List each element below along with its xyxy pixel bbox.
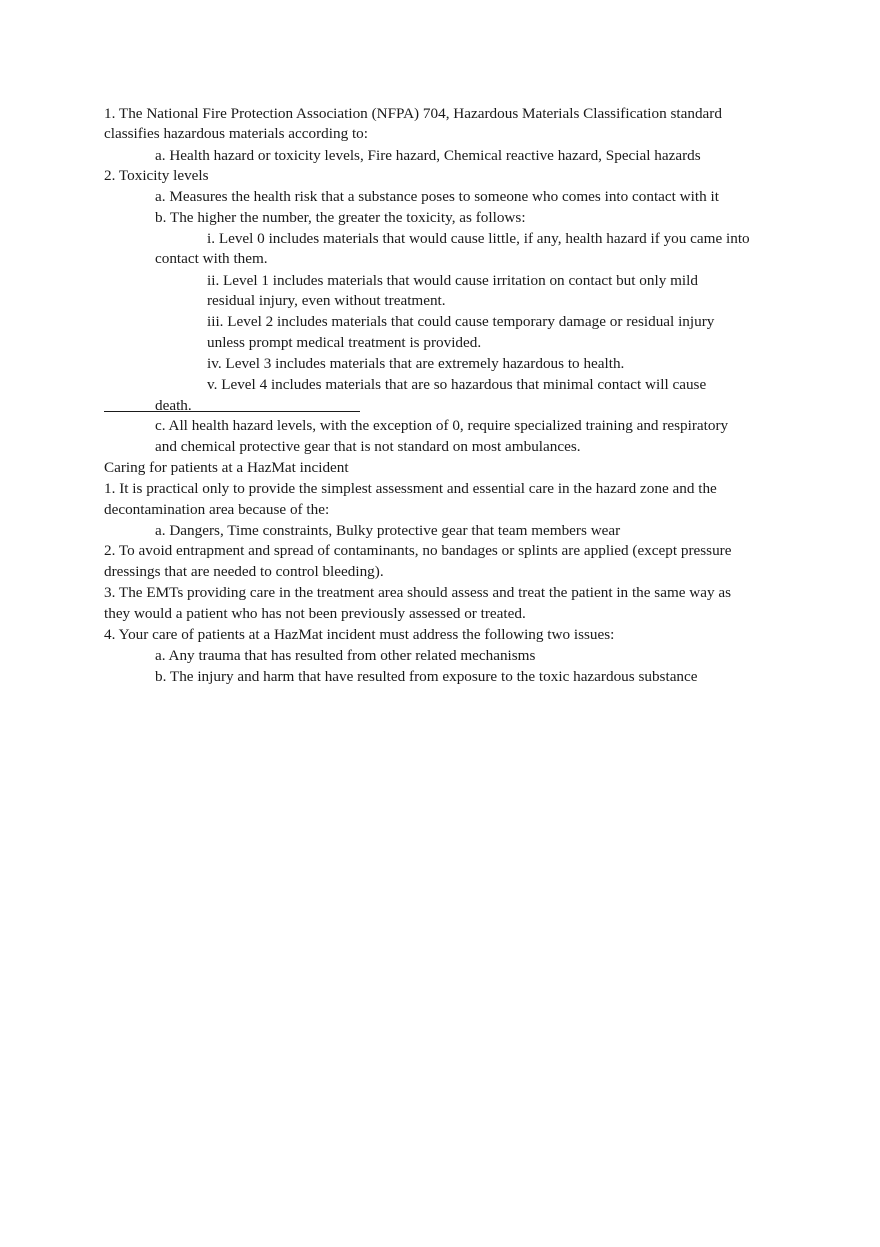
toxicity-item-b: b. The higher the number, the greater the toxicity, as follows: <box>155 209 526 226</box>
underline-rule <box>104 411 360 412</box>
caring-item-3-cont: they would a patient who has not been previously assessed or treated. <box>104 605 526 622</box>
level-2: iii. Level 2 includes materials that could cause temporary damage or residual injury <box>207 313 715 330</box>
toxicity-item-a: a. Measures the health risk that a substance poses to someone who comes into contact with it <box>155 188 719 205</box>
toxicity-heading: 2. Toxicity levels <box>104 167 209 184</box>
level-1: ii. Level 1 includes materials that would cause irritation on contact but only mild <box>207 272 698 289</box>
caring-item-4: 4. Your care of patients at a HazMat incident must address the following two issues: <box>104 626 615 643</box>
level-4: v. Level 4 includes materials that are so hazardous that minimal contact will cause <box>207 376 707 393</box>
caring-item-2-cont: dressings that are needed to control bleeding). <box>104 563 384 580</box>
caring-item-1: 1. It is practical only to provide the simplest assessment and essential care in the hazard zone and the <box>104 480 717 497</box>
nfpa-item-1a: a. Health hazard or toxicity levels, Fire hazard, Chemical reactive hazard, Special hazards <box>155 147 701 164</box>
level-0: i. Level 0 includes materials that would cause little, if any, health hazard if you came into <box>207 230 750 247</box>
level-3: iv. Level 3 includes materials that are extremely hazardous to health. <box>207 355 625 372</box>
section-heading-caring: Caring for patients at a HazMat incident <box>104 459 349 476</box>
caring-item-3: 3. The EMTs providing care in the treatment area should assess and treat the patient in the same way as <box>104 584 732 601</box>
level-0-cont: contact with them. <box>155 250 268 267</box>
level-2-cont: unless prompt medical treatment is provided. <box>207 334 482 351</box>
level-4-cont: death. <box>155 397 192 414</box>
nfpa-item-1: 1. The National Fire Protection Association (NFPA) 704, Hazardous Materials Classification standard <box>104 105 722 122</box>
caring-item-1-cont: decontamination area because of the: <box>104 501 330 518</box>
toxicity-item-c: c. All health hazard levels, with the exception of 0, require specialized training and respiratory <box>155 417 729 434</box>
caring-item-4b: b. The injury and harm that have resulted from exposure to the toxic hazardous substance <box>155 668 698 685</box>
caring-item-1a: a. Dangers, Time constraints, Bulky protective gear that team members wear <box>155 522 621 539</box>
toxicity-item-c-cont: and chemical protective gear that is not standard on most ambulances. <box>155 438 581 455</box>
caring-item-2: 2. To avoid entrapment and spread of contaminants, no bandages or splints are applied (except pressure <box>104 542 732 559</box>
caring-item-4a: a. Any trauma that has resulted from other related mechanisms <box>155 647 536 664</box>
nfpa-item-1-cont: classifies hazardous materials according to: <box>104 125 368 142</box>
level-1-cont: residual injury, even without treatment. <box>207 292 446 309</box>
